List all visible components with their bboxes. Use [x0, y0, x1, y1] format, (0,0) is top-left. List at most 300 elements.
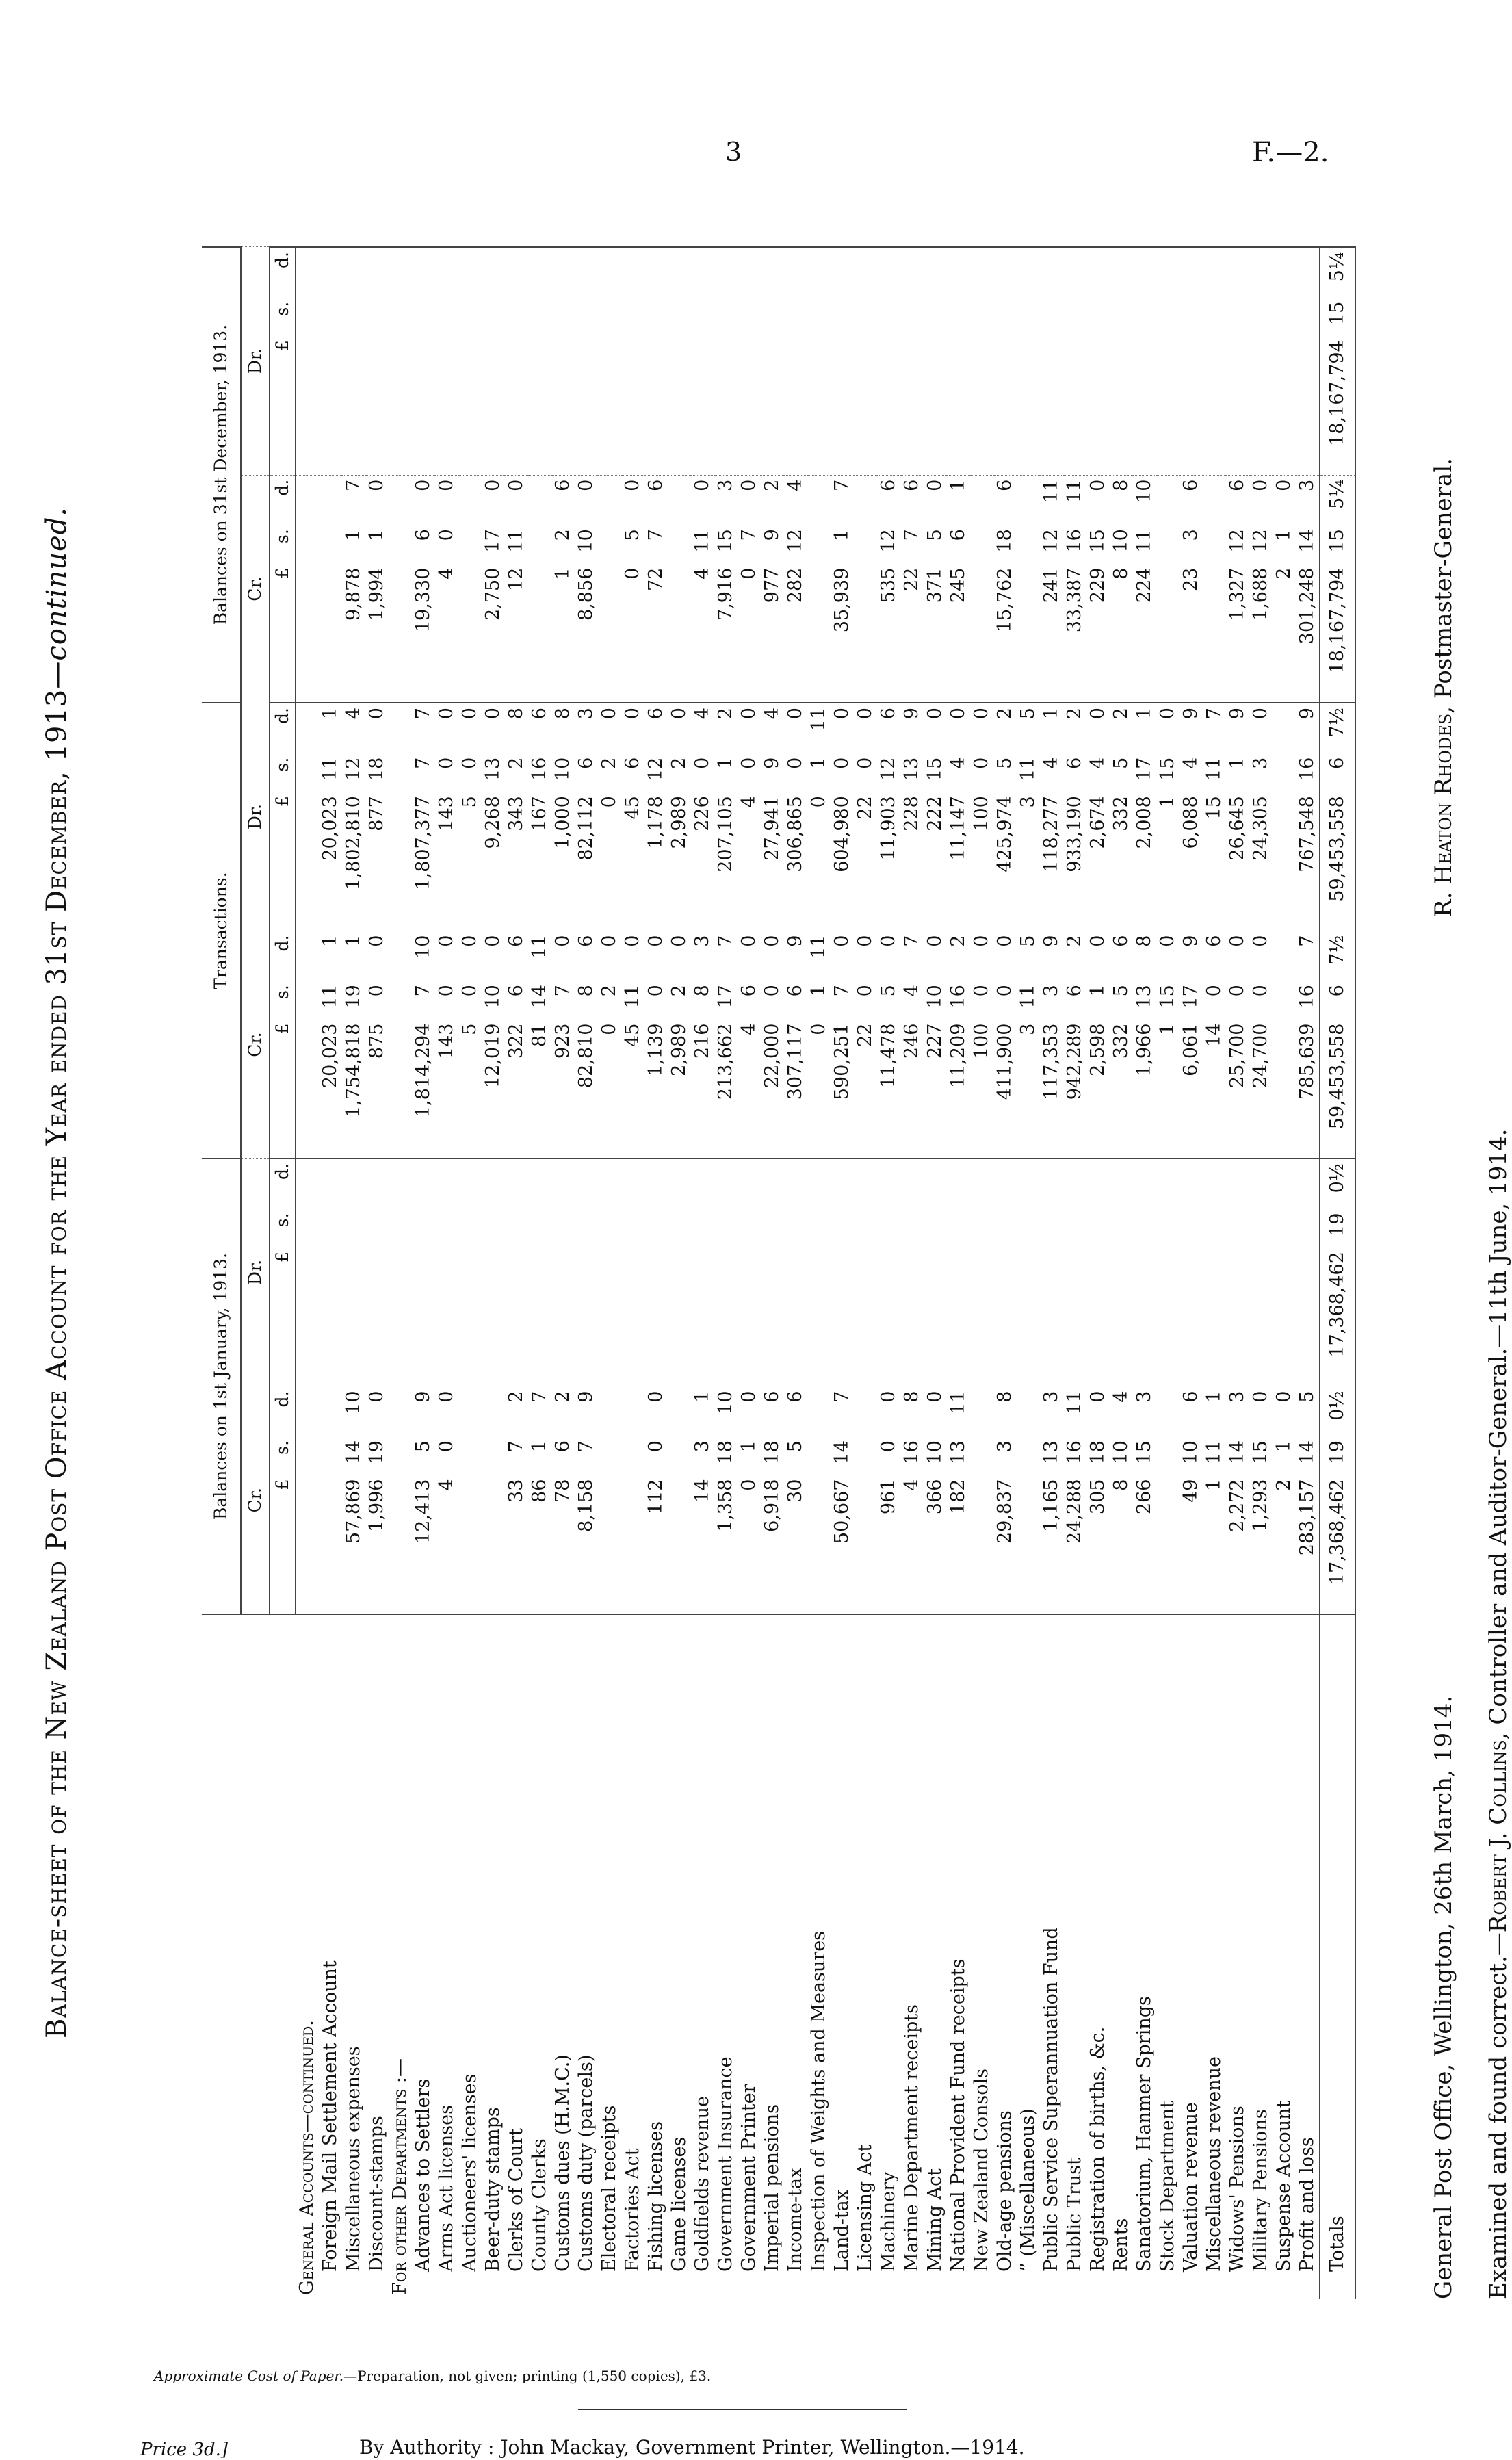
- cell-c-pounds: 4: [738, 1023, 759, 1035]
- title-main: Balance-sheet of the New Zealand Post Office Account for the Year ended 31st December, 1913: [41, 688, 73, 2039]
- row-label: Miscellaneous expenses: [342, 1614, 365, 2299]
- cell-c-pounds: 785,639: [1296, 1023, 1318, 1100]
- cell-e-pounds: 8: [1110, 567, 1132, 580]
- cell-e-shillings: 12: [1041, 529, 1062, 553]
- cell-e-shillings: 5: [622, 529, 643, 541]
- cell-f-pounds: [319, 336, 342, 475]
- cell-c-shillings: 3: [1041, 985, 1062, 997]
- cell-a-pence: 0: [1249, 1386, 1273, 1436]
- cell-f-pounds: [970, 336, 993, 475]
- header-shilling-1: s.: [270, 1209, 296, 1247]
- cell-d-pounds: 877: [366, 796, 387, 831]
- cell-f-pounds: [993, 336, 1017, 475]
- cell-c-pence: 0: [1249, 931, 1273, 981]
- row-label: Marine Department receipts: [900, 1614, 924, 2299]
- cell-f-shillings: [1110, 298, 1133, 336]
- cell-a-pounds: [598, 1475, 621, 1614]
- table-row: [970, 247, 993, 2299]
- cell-b-shillings: [482, 1209, 505, 1247]
- cell-e-pounds: [668, 564, 691, 703]
- header-dr-1: Dr.: [241, 1158, 270, 1386]
- table-body: [296, 247, 1355, 2299]
- cell-c-shillings: 0: [971, 985, 992, 997]
- cell-b-pence: [854, 1158, 877, 1209]
- header-dr-5: Dr.: [241, 247, 270, 475]
- cell-a-pence: 1: [691, 1386, 714, 1436]
- header-pence-2: d.: [270, 931, 296, 981]
- cell-e-pounds: 8,856: [575, 567, 597, 621]
- cell-a-pounds: [1017, 1475, 1040, 1614]
- totals-row: [1320, 247, 1355, 2299]
- cell-d-pence: 0: [621, 703, 644, 753]
- cell-f-pounds: [761, 336, 784, 475]
- row-label: Electoral receipts: [598, 1614, 621, 2299]
- cell-e-pence: 6: [993, 475, 1017, 525]
- cell-c-shillings: 2: [599, 985, 620, 997]
- cell-e-pence: [1156, 475, 1179, 525]
- cell-e-shillings: 0: [436, 529, 457, 541]
- cell-b-pence: [1086, 1158, 1110, 1209]
- cell-f-pounds: [900, 336, 924, 475]
- cell-a-shillings: 6: [552, 1440, 573, 1453]
- cell-c-pounds: 3: [1017, 1023, 1039, 1035]
- cell-e-pounds: 0: [738, 567, 759, 580]
- cell-f-pounds: [342, 336, 365, 475]
- cell-f-pounds: [1063, 336, 1086, 475]
- cell-a-shillings: [598, 1436, 621, 1475]
- cell-c-pence: [1273, 931, 1296, 981]
- cell-e-shillings: 6: [948, 529, 969, 541]
- section-general-label: General Accounts—continued.: [296, 1614, 319, 2299]
- cell-b-shillings: [435, 1209, 458, 1247]
- cell-d-pounds: 24,305: [1250, 796, 1271, 861]
- cell-e-pence: [970, 475, 993, 525]
- table-row: [854, 247, 877, 2299]
- cell-a-pounds: [668, 1475, 691, 1614]
- cell-b-pounds: [714, 1247, 738, 1386]
- cell-f-pence: [1226, 247, 1249, 298]
- cell-e-shillings: 11: [506, 529, 527, 553]
- cell-c-pounds: 875: [366, 1023, 387, 1059]
- table-row: [621, 247, 644, 2299]
- cell-b-shillings: [412, 1209, 435, 1247]
- table-row: [505, 247, 528, 2299]
- cell-e-pounds: [1156, 564, 1179, 703]
- signature-gpo: General Post Office, Wellington, 26th March, 1914.: [1430, 1695, 1457, 2299]
- cell-d-pounds: 1,802,810: [343, 796, 364, 890]
- cell-b-pence: [482, 1158, 505, 1209]
- cell-e-pence: 6: [1226, 475, 1249, 525]
- cell-d-shillings: [1273, 753, 1296, 792]
- cell-d-pence: 1: [319, 703, 342, 753]
- cell-d-pounds: 3: [1017, 796, 1039, 808]
- cell-c-pence: 6: [1110, 931, 1133, 981]
- cell-d-pence: 0: [970, 703, 993, 753]
- cell-d-pounds: 228: [901, 796, 922, 831]
- header-pence-3: d.: [270, 703, 296, 753]
- cell-c-pounds: 227: [924, 1023, 946, 1059]
- cell-a-shillings: 19: [366, 1440, 387, 1464]
- cell-d-pounds: 1,807,377: [413, 796, 434, 890]
- cell-b-pounds: [1040, 1247, 1063, 1386]
- row-label: Profit and loss: [1296, 1614, 1320, 2299]
- cell-b-pence: [1156, 1158, 1179, 1209]
- cell-c-shillings: 10: [482, 985, 504, 1009]
- cell-f-pounds: [1133, 336, 1156, 475]
- cell-d-pence: 0: [854, 703, 877, 753]
- cell-c-pounds: 100: [971, 1023, 992, 1059]
- cell-f-shillings: [365, 298, 389, 336]
- header-pence-5: d.: [270, 247, 296, 298]
- cell-e-shillings: 15: [715, 529, 736, 553]
- cell-e-pence: 3: [714, 475, 738, 525]
- cell-e-shillings: 15: [1320, 525, 1355, 563]
- cell-e-pounds: 22: [901, 567, 922, 592]
- cell-b-shillings: [831, 1209, 854, 1247]
- rotated-sheet: [41, 246, 1512, 2299]
- cell-d-pence: 0: [924, 703, 947, 753]
- cell-b-pounds: [1156, 1247, 1179, 1386]
- cell-c-shillings: 4: [901, 985, 922, 997]
- cell-e-pounds: 2: [1273, 567, 1294, 580]
- cell-e-shillings: 7: [645, 529, 666, 541]
- cell-a-shillings: 10: [1180, 1440, 1201, 1464]
- cell-f-pounds: [1017, 336, 1040, 475]
- cell-d-shillings: 0: [785, 757, 806, 769]
- cell-e-pence: [1203, 475, 1226, 525]
- cell-b-pence: [644, 1158, 668, 1209]
- cell-f-pence: [342, 247, 365, 298]
- cell-f-shillings: [691, 298, 714, 336]
- cell-d-pence: 8: [505, 703, 528, 753]
- cell-c-pounds: 5: [459, 1023, 480, 1035]
- cell-d-pence: 8: [551, 703, 575, 753]
- cell-f-pence: [644, 247, 668, 298]
- cell-b-pence: [458, 1158, 482, 1209]
- row-label: Mining Act: [924, 1614, 947, 2299]
- row-label: Valuation revenue: [1179, 1614, 1203, 2299]
- cell-f-pounds: [551, 336, 575, 475]
- cell-c-pence: 2: [947, 931, 970, 981]
- cell-f-shillings: [1017, 298, 1040, 336]
- cell-f-pounds: [482, 336, 505, 475]
- cell-c-pence: 0: [598, 931, 621, 981]
- cell-a-pence: 0: [924, 1386, 947, 1436]
- cell-a-shillings: 5: [413, 1440, 434, 1453]
- cell-b-pence: [1273, 1158, 1296, 1209]
- cell-f-shillings: [1040, 298, 1063, 336]
- cell-e-pounds: 12: [506, 567, 527, 592]
- cell-a-pence: 6: [784, 1386, 807, 1436]
- table-row: [365, 247, 389, 2299]
- cell-b-shillings: [900, 1209, 924, 1247]
- pmg-name: R. Heaton Rhodes,: [1430, 705, 1457, 917]
- cell-d-pence: 4: [761, 703, 784, 753]
- cell-d-shillings: 3: [1250, 757, 1271, 769]
- cell-e-pounds: 371: [924, 567, 946, 604]
- cell-c-shillings: 6: [1320, 981, 1355, 1019]
- footer-rule: [578, 2409, 907, 2410]
- cell-a-shillings: [1017, 1436, 1040, 1475]
- cell-a-shillings: 15: [1250, 1440, 1271, 1464]
- cell-c-pounds: 6,061: [1180, 1023, 1201, 1076]
- cell-d-pence: 3: [575, 703, 598, 753]
- cell-d-pence: 0: [738, 703, 761, 753]
- price-note: Price 3d.]: [140, 2439, 229, 2460]
- cell-f-pence: [970, 247, 993, 298]
- cell-d-pence: 7: [412, 703, 435, 753]
- cell-e-shillings: [1203, 525, 1226, 563]
- cell-d-pence: 1: [1133, 703, 1156, 753]
- cell-c-pence: 0: [435, 931, 458, 981]
- cell-f-pence: [575, 247, 598, 298]
- cell-d-pence: 0: [1086, 703, 1110, 753]
- cell-e-pence: 6: [644, 475, 668, 525]
- cell-a-pence: 11: [947, 1386, 970, 1436]
- cell-a-pence: [482, 1386, 505, 1436]
- cell-e-pence: 0: [575, 475, 598, 525]
- cell-c-pounds: 22,000: [761, 1023, 783, 1089]
- cell-f-pence: [1017, 247, 1040, 298]
- cell-d-shillings: 4: [1041, 757, 1062, 769]
- cell-f-pounds: [947, 336, 970, 475]
- cell-c-shillings: 1: [808, 985, 829, 997]
- cell-a-pounds: 30: [785, 1479, 806, 1503]
- cell-d-pence: 0: [598, 703, 621, 753]
- cell-b-shillings: [784, 1209, 807, 1247]
- cell-e-shillings: [970, 525, 993, 563]
- cell-b-pounds: [784, 1247, 807, 1386]
- cell-d-shillings: 0: [738, 757, 759, 769]
- table-row: [900, 247, 924, 2299]
- cell-b-pence: [1133, 1158, 1156, 1209]
- cell-d-pounds: 82,112: [575, 796, 597, 861]
- cell-e-pence: 3: [1296, 475, 1320, 525]
- cell-d-pounds: 0: [599, 796, 620, 808]
- cell-c-pence: 0: [482, 931, 505, 981]
- cell-e-pounds: 245: [948, 567, 969, 604]
- cell-b-pounds: [761, 1247, 784, 1386]
- cell-c-pence: 11: [528, 931, 551, 981]
- cell-a-pounds: 49: [1180, 1479, 1201, 1503]
- cell-b-pounds: [458, 1247, 482, 1386]
- cell-d-shillings: 1: [1227, 757, 1248, 769]
- table-row: [644, 247, 668, 2299]
- cell-c-pounds: 12,019: [482, 1023, 504, 1089]
- cell-b-pence: [1203, 1158, 1226, 1209]
- cell-e-pence: 0: [412, 475, 435, 525]
- cell-a-pence: 3: [1133, 1386, 1156, 1436]
- cell-c-pounds: 14: [1203, 1023, 1225, 1047]
- cell-d-shillings: 0: [971, 757, 992, 769]
- table-row: [551, 247, 575, 2299]
- header-pence-0: d.: [270, 1386, 296, 1436]
- table-row: [482, 247, 505, 2299]
- cell-d-pence: [1273, 703, 1296, 753]
- cell-f-pounds: [1203, 336, 1226, 475]
- approx-cost-note: [154, 2368, 711, 2384]
- cell-c-shillings: 16: [1296, 985, 1318, 1009]
- cell-f-shillings: [831, 298, 854, 336]
- cell-a-pounds: 112: [645, 1479, 666, 1515]
- row-label: Suspense Account: [1273, 1614, 1296, 2299]
- cell-b-shillings: [1110, 1209, 1133, 1247]
- cell-c-pence: 6: [575, 931, 598, 981]
- cell-b-pounds: [1249, 1247, 1273, 1386]
- table-row: [947, 247, 970, 2299]
- cell-a-pounds: 14: [692, 1479, 713, 1503]
- auditor-name: Robert J. Collins,: [1485, 1732, 1512, 1933]
- cell-c-shillings: 17: [1180, 985, 1201, 1009]
- cell-e-pounds: 7,916: [715, 567, 736, 621]
- cell-e-shillings: [528, 525, 551, 563]
- cell-b-pounds: [900, 1247, 924, 1386]
- cell-c-pounds: 25,700: [1227, 1023, 1248, 1089]
- cell-c-pence: 9: [1040, 931, 1063, 981]
- cell-b-pounds: [1086, 1247, 1110, 1386]
- cell-c-shillings: 13: [1134, 985, 1155, 1009]
- cell-d-pounds: 15: [1203, 796, 1225, 820]
- cell-a-pence: 11: [1063, 1386, 1086, 1436]
- header-pound-1: £: [270, 1247, 296, 1386]
- cell-e-pounds: [319, 564, 342, 703]
- cell-c-pence: 7: [714, 931, 738, 981]
- cell-f-shillings: [458, 298, 482, 336]
- cell-a-pence: 3: [1226, 1386, 1249, 1436]
- cell-b-pence: [505, 1158, 528, 1209]
- cell-e-pence: 0: [1086, 475, 1110, 525]
- row-label: Old-age pensions: [993, 1614, 1017, 2299]
- cell-d-pence: 7½: [1320, 703, 1355, 753]
- row-label: Beer-duty stamps: [482, 1614, 505, 2299]
- cell-f-pence: [784, 247, 807, 298]
- cell-d-shillings: 13: [901, 757, 922, 781]
- cell-a-shillings: 10: [1110, 1440, 1132, 1464]
- cell-f-pence: [691, 247, 714, 298]
- cell-b-pounds: [505, 1247, 528, 1386]
- cell-c-shillings: 0: [1203, 985, 1225, 997]
- cell-b-pounds: [1273, 1247, 1296, 1386]
- row-label: Foreign Mail Settlement Account: [319, 1614, 342, 2299]
- cell-f-shillings: [435, 298, 458, 336]
- row-label: Imperial pensions: [761, 1614, 784, 2299]
- table-row: [412, 247, 435, 2299]
- cell-d-shillings: 6: [622, 757, 643, 769]
- cell-e-pounds: [854, 564, 877, 703]
- cell-f-shillings: [1249, 298, 1273, 336]
- cell-b-shillings: [993, 1209, 1017, 1247]
- cell-c-pounds: 923: [552, 1023, 573, 1059]
- row-label: Public Trust: [1063, 1614, 1086, 2299]
- cell-a-pence: [458, 1386, 482, 1436]
- table-row: [1086, 247, 1110, 2299]
- auditor-suffix: Controller and Auditor-General.—11th June, 1914.: [1485, 1128, 1512, 1725]
- cell-c-shillings: 11: [320, 985, 341, 1009]
- cell-c-pence: 0: [1226, 931, 1249, 981]
- cell-b-pounds: [412, 1247, 435, 1386]
- cell-d-pounds: 45: [622, 796, 643, 820]
- cell-e-pence: [319, 475, 342, 525]
- table-row: [1017, 247, 1040, 2299]
- cell-f-pence: [435, 247, 458, 298]
- balance-table: [202, 246, 1356, 2299]
- cell-e-shillings: [807, 525, 831, 563]
- cell-c-pence: 0: [761, 931, 784, 981]
- cell-d-pounds: 6,088: [1180, 796, 1201, 849]
- cell-a-pence: [854, 1386, 877, 1436]
- cell-d-pounds: 207,105: [715, 796, 736, 872]
- cell-f-shillings: [598, 298, 621, 336]
- cell-b-pence: [1017, 1158, 1040, 1209]
- cell-d-shillings: 5: [994, 757, 1015, 769]
- cell-b-pounds: [319, 1247, 342, 1386]
- cell-a-pounds: [807, 1475, 831, 1614]
- cell-a-pence: 9: [412, 1386, 435, 1436]
- cell-a-pence: 0: [1086, 1386, 1110, 1436]
- cell-b-pounds: [598, 1247, 621, 1386]
- cell-e-shillings: 1: [1273, 529, 1294, 541]
- cell-c-pence: 0: [458, 931, 482, 981]
- row-label: Sanatorium, Hanmer Springs: [1133, 1614, 1156, 2299]
- header-shilling-3: s.: [270, 753, 296, 792]
- cell-c-shillings: 8: [575, 985, 597, 997]
- cell-f-pounds: [877, 336, 900, 475]
- cell-c-pence: 6: [505, 931, 528, 981]
- auditor-prefix: Examined and found correct.—: [1485, 1932, 1512, 2299]
- row-label: Income-tax: [784, 1614, 807, 2299]
- header-shilling-0: s.: [270, 1436, 296, 1475]
- cell-f-pounds: [924, 336, 947, 475]
- cell-b-shillings: [1249, 1209, 1273, 1247]
- cell-b-pence: [807, 1158, 831, 1209]
- cell-b-shillings: [551, 1209, 575, 1247]
- cell-e-pounds: 282: [785, 567, 806, 604]
- cell-d-pence: 2: [1110, 703, 1133, 753]
- cell-f-shillings: [1203, 298, 1226, 336]
- cell-d-pence: 1: [1040, 703, 1063, 753]
- cell-c-pence: 0: [551, 931, 575, 981]
- cell-b-shillings: [924, 1209, 947, 1247]
- cell-c-shillings: 1: [1087, 985, 1108, 997]
- row-label: Totals: [1320, 1614, 1355, 2299]
- cell-a-pounds: 86: [529, 1479, 550, 1503]
- cell-d-shillings: 12: [343, 757, 364, 781]
- cell-f-pence: [668, 247, 691, 298]
- cell-a-shillings: 7: [575, 1440, 597, 1453]
- header-cr-2: Cr.: [241, 931, 270, 1158]
- cell-a-pence: [621, 1386, 644, 1436]
- cell-e-pounds: 15,762: [994, 567, 1015, 633]
- cell-e-pence: [1017, 475, 1040, 525]
- table-row: [1156, 247, 1179, 2299]
- cell-e-shillings: 5: [924, 529, 946, 541]
- cell-f-pounds: [435, 336, 458, 475]
- cell-f-pence: [1249, 247, 1273, 298]
- cell-c-pounds: 82,810: [575, 1023, 597, 1089]
- cell-a-shillings: 11: [1203, 1440, 1225, 1464]
- cell-b-pounds: [435, 1247, 458, 1386]
- cell-b-pounds: [621, 1247, 644, 1386]
- cell-e-shillings: 10: [575, 529, 597, 553]
- cell-e-pence: [807, 475, 831, 525]
- cell-c-pence: 2: [1063, 931, 1086, 981]
- cell-e-pence: [598, 475, 621, 525]
- cell-f-pence: [458, 247, 482, 298]
- cell-a-shillings: 16: [1064, 1440, 1085, 1464]
- section-general: [296, 247, 319, 2299]
- header-balances-open: Balances on 1st January, 1913.: [202, 1158, 241, 1614]
- cell-a-pounds: 2: [1273, 1479, 1294, 1491]
